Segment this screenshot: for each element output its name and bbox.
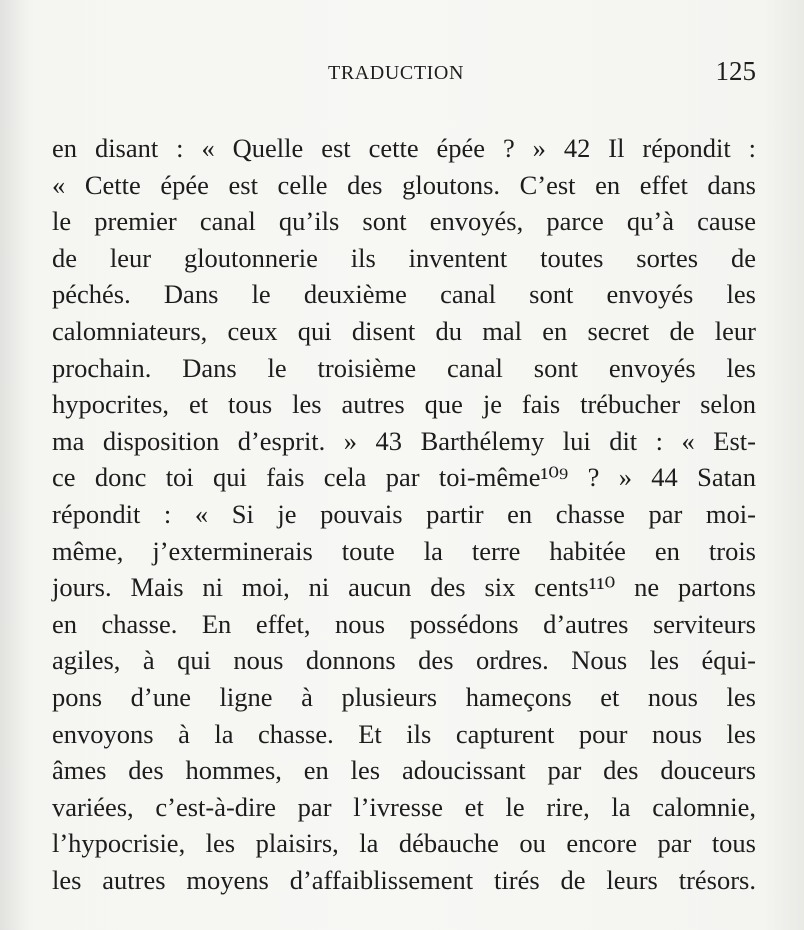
text-line: en chasse. En effet, nous possédons d’autres serviteurs (52, 608, 756, 639)
text-line: agiles, à qui nous donnons des ordres. Nous les équi- (52, 645, 756, 676)
text-line: l’hypocrisie, les plaisirs, la débauche ou encore par tous (52, 828, 756, 859)
text-line: variées, c’est-à-dire par l’ivresse et le rire, la calomnie, (52, 791, 756, 822)
text-line: « Cette épée est celle des gloutons. C’est en effet dans (52, 169, 756, 200)
text-line: en disant : « Quelle est cette épée ? » 42 Il répondit : (52, 133, 756, 163)
text-line: ce donc toi qui fais cela par toi-même¹⁰⁹ ? » 44 Satan (52, 462, 756, 493)
running-head: TRADUCTION (328, 62, 464, 84)
text-line: pons d’une ligne à plusieurs hameçons et nous les (52, 681, 756, 712)
body-text (52, 130, 756, 898)
page-header (60, 56, 756, 96)
page-number: 125 (715, 56, 756, 86)
text-line: de leur gloutonnerie ils inventent toutes sortes de (52, 242, 756, 273)
text-line: péchés. Dans le deuxième canal sont envoyés les (52, 279, 756, 310)
text-line: les autres moyens d’affaiblissement tirés de leurs trésors. (52, 864, 756, 895)
text-line: envoyons à la chasse. Et ils capturent pour nous les (52, 718, 756, 749)
text-line: âmes des hommes, en les adoucissant par des douceurs (52, 755, 756, 786)
text-line: ma disposition d’esprit. » 43 Barthélemy lui dit : « Est- (52, 425, 756, 456)
text-line: même, j’exterminerais toute la terre habitée en trois (52, 535, 756, 566)
text-line: jours. Mais ni moi, ni aucun des six cents¹¹⁰ ne partons (52, 572, 756, 603)
text-line: prochain. Dans le troisième canal sont envoyés les (52, 352, 756, 383)
text-line: calomniateurs, ceux qui disent du mal en secret de leur (52, 315, 756, 346)
text-line: répondit : « Si je pouvais partir en chasse par moi- (52, 498, 756, 529)
page-gutter-shadow (0, 0, 34, 930)
text-line: hypocrites, et tous les autres que je fais trébucher selon (52, 389, 756, 420)
text-line: le premier canal qu’ils sont envoyés, parce qu’à cause (52, 206, 756, 237)
